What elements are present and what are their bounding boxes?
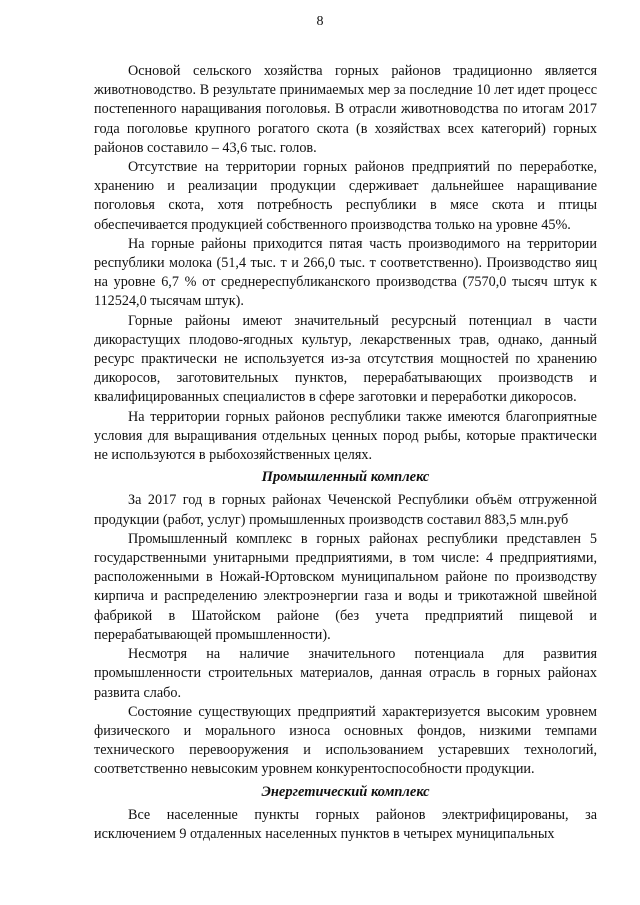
paragraph: Промышленный комплекс в горных районах республики представлен 5 государственными унитарными предприятиями, в том числе: 4 предприятиями, расположенными в Ножай-Юртовском муниципальном районе по производству кирпича и распределению электроэнергии газа и воды и трикотажной швейной фабрикой в Шатойском районе (без учета предприятий пищевой и перерабатывающей промышленности). [94, 530, 597, 643]
page-number: 8 [316, 14, 324, 29]
paragraph: Несмотря на наличие значительного потенциала для развития промышленности строительных материалов, данная отрасль в горных районах развита слабо. [94, 646, 597, 701]
paragraph: Состояние существующих предприятий характеризуется высоким уровнем физического и морального износа основных фондов, низкими темпами технического перевооружения и использованием устаревших технологий, соответственно невысоким уровнем конкурентоспособности продукции. [94, 703, 597, 778]
paragraph: Отсутствие на территории горных районов предприятий по переработке, хранению и реализации продукции сдерживает дальнейшее наращивание поголовья скота, хотя потребность республики в мясе скота и птицы обеспечивается продукцией собственного производства только на уровне 45%. [94, 159, 597, 233]
paragraph: Основой сельского хозяйства горных районов традиционно является животноводство. В результате принимаемых мер за последние 10 лет идет процесс постепенного наращивания поголовья. В отрасли животноводства по итогам 2017 года поголовье крупного рогатого скота (в хозяйствах всех категорий) горных районов составило – 43,6 тыс. голов. [94, 63, 597, 156]
section-title-energy: Энергетический комплекс [261, 783, 430, 800]
paragraph: Все населенные пункты горных районов электрифицированы, за исключением 9 отдаленных населенных пунктов в четырех муниципальных [94, 806, 597, 842]
section-title-industry: Промышленный комплекс [261, 469, 430, 486]
paragraph: Горные районы имеют значительный ресурсный потенциал в части дикорастущих плодово-ягодных культур, лекарственных трав, однако, данный ресурс практически не используется из-за отсутствия мощностей по хранению дикоросов, заготовительных пунктов, перерабатывающих производств и квалифицированных специалистов в сфере заготовки и переработки дикоросов. [94, 312, 597, 406]
paragraph: На горные районы приходится пятая часть производимого на территории республики молока (51,4 тыс. т и 266,0 тыс. т соответственно). Производство яиц на уровне 6,7 % от среднереспубликанского производства (7570,0 тысяч штук к 112524,0 тысячам штук). [94, 235, 597, 310]
paragraph: За 2017 год в горных районах Чеченской Республики объём отгруженной продукции (работ, услуг) промышленных производств составил 883,5 млн.руб [94, 492, 597, 528]
page-content [94, 62, 597, 844]
paragraph: На территории горных районов республики также имеются благоприятные условия для выращивания отдельных ценных пород рыбы, которые практически не используются в рыбохозяйственных целях. [94, 408, 597, 464]
